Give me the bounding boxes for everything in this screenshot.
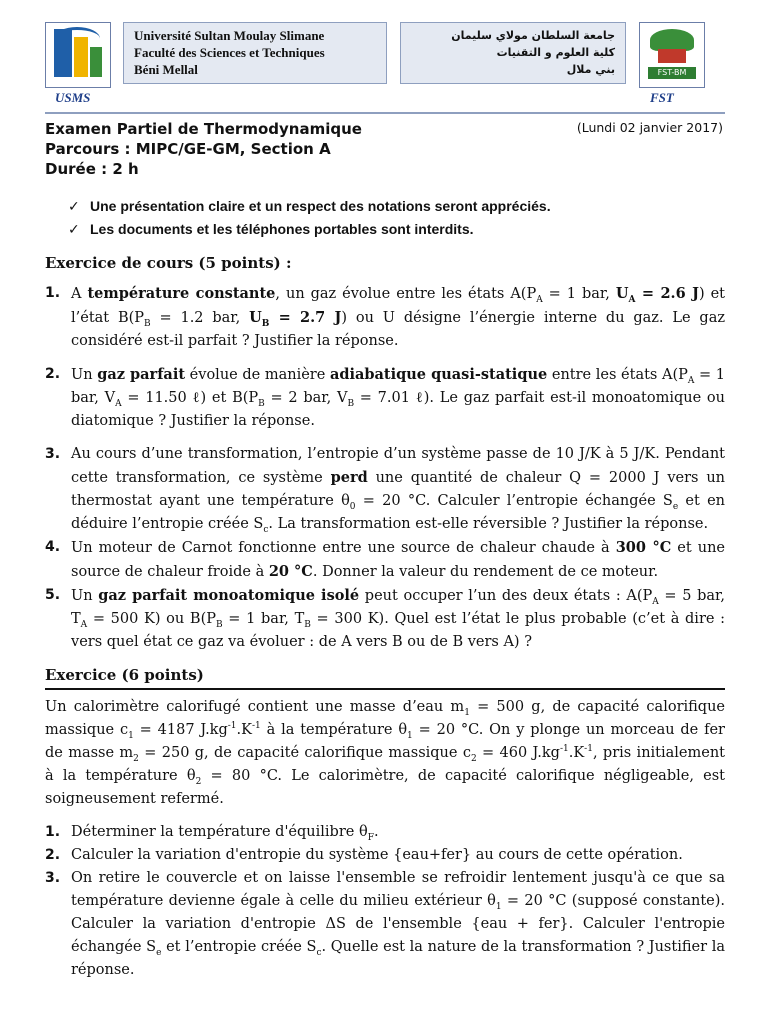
- fst-caption: FST: [650, 90, 674, 105]
- header-divider: [45, 112, 725, 114]
- exam-date: (Lundi 02 janvier 2017): [576, 120, 723, 135]
- question-item: 4. Un moteur de Carnot fonctionne entre une source de chaleur chaude à 300 °C et une source de chaleur froide à 20 °C. Donner la valeur du rendement de ce moteur.: [45, 539, 726, 580]
- question-item: 5. Un gaz parfait monoatomique isolé peut occuper l’un des deux états : $A(P_A = 5$ bar, $T_A = 500$ K) ou $B(P_B = 1$ bar, $T_B = 300$ K). Quel est l’état le plus probable (c’et à dire : vers quel état ce gaz va évoluer : de A vers B ou de B vers A) ?: [45, 587, 726, 650]
- section-title-exercice: Exercice (6 points): [45, 664, 725, 690]
- question-item: 2. Un gaz parfait évolue de manière adiabatique quasi-statique entre les états $A(P_A = 1$ bar, $V_A = 11.50$ ℓ) et $B(P_B = 2$ bar, $V_B = 7.01$ ℓ). Le gaz parfait est-il monoatomique ou diatomique ? Justifier la réponse.: [45, 366, 726, 429]
- usms-logo: [45, 22, 111, 88]
- exam-title: Examen Partiel de Thermodynamique: [45, 120, 362, 138]
- question-item: 3. On retire le couvercle et on laisse l'ensemble se refroidir lentement jusqu'à ce que sa température devienne égale à celle du milieu extérieur $\theta_1 = 20$ °C (supposé constante). Calculer la variation d'entropie ΔS de l'ensemble {eau + fer}. Calculer l'entropie échangée $S_e$ et l’entropie créée $S_c$. Quelle est la nature de la transformation ? Justifier la réponse.: [45, 870, 725, 978]
- question-item: 1. A température constante, un gaz évolue entre les états $A(P_A = 1$ bar, $U_A = 2.6$ J) et l’état $B(P_B = 1.2$ bar, $U_B = 2.7$ J) ou U désigne l’énergie interne du gaz. Le gaz considéré est-il parfait ? Justifier la réponse.: [45, 285, 725, 349]
- question-item: 3. Au cours d’une transformation, l’entropie d’un système passe de 10 J/K à 5 J/K. Pendant cette transformation, ce système perd une quantité de chaleur Q = 2000 J vers un thermostat ayant une température $\theta_0 = 20$ °C. Calculer l’entropie échangée $S_e$ et en déduire l’entropie créée $S_c$. La transformation est-elle réversible ? Justifier la réponse.: [45, 446, 725, 535]
- exam-content: [45, 252, 725, 982]
- checkmark-icon: ✓: [68, 222, 80, 238]
- instruction-item: ✓ Les documents et les téléphones portables sont interdits.: [68, 218, 728, 241]
- exam-title-block: [45, 119, 725, 179]
- instructions-list: [68, 195, 728, 241]
- question-item: 1. Déterminer la température d'équilibre $\theta_F$.: [45, 824, 379, 843]
- question-item: 2. Calculer la variation d'entropie du système {eau+fer} au cours de cette opération.: [45, 847, 683, 863]
- usms-caption: USMS: [55, 90, 91, 105]
- section-title-cours: Exercice de cours (5 points) :: [45, 254, 292, 272]
- university-name-fr: Université Sultan Moulay Slimane Faculté des Sciences et Techniques Béni Mellal: [123, 22, 387, 84]
- checkmark-icon: ✓: [68, 199, 80, 215]
- instruction-item: ✓ Une présentation claire et un respect des notations seront appréciés.: [68, 195, 728, 218]
- university-name-ar: جامعة السلطان مولاي سليمان كلية العلوم و التقنيات بني ملال: [400, 22, 626, 84]
- fst-logo: FST-BM: [639, 22, 705, 88]
- page-header: [45, 22, 725, 118]
- exam-parcours: Parcours : MIPC/GE-GM, Section A: [45, 140, 331, 158]
- exercise-statement: Un calorimètre calorifugé contient une masse d’eau $m_1 = 500$ g, de capacité calorifique massique $c_1 = 4187$ $J.kg^{-1}.K^{-1}$ à la température $\theta_1 = 20$ °C. On y plonge un morceau de fer de masse $m_2 = 250$ g, de capacité calorifique massique $c_2 = 460$ $J.kg^{-1}.K^{-1}$, pris initialement à la température $\theta_2 = 80$ °C. Le calorimètre, de capacité calorifique négligeable, est soigneusement refermé.: [45, 699, 726, 807]
- exam-duration: Durée : 2 h: [45, 160, 139, 178]
